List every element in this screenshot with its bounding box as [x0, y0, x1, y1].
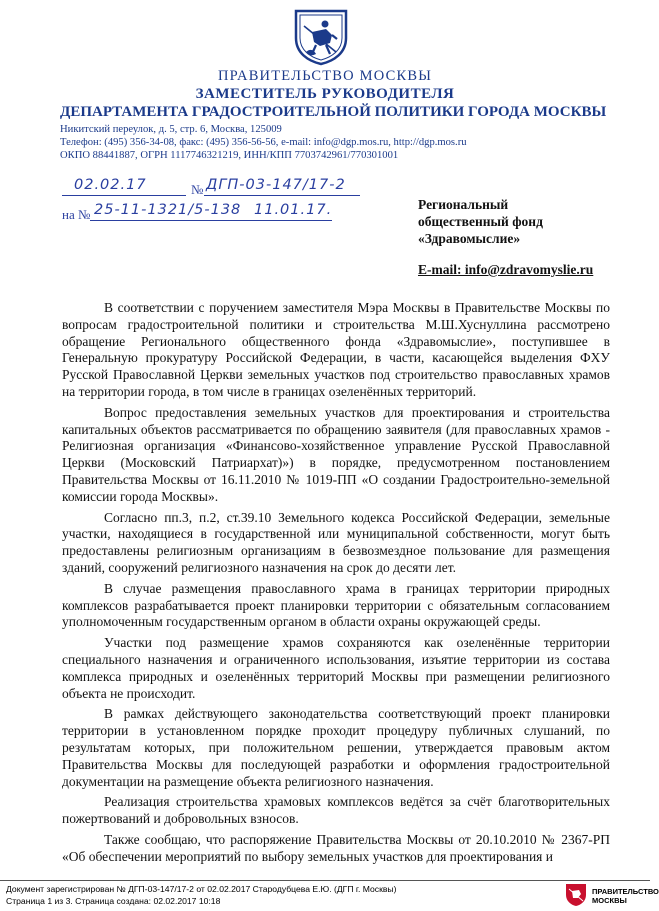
- paragraph: Вопрос предоставления земельных участков для проектирования и строительства капитальных объектов рассматривается по обращению заявителя (для православных храмов - Религиозная организация «Финансово-хозяйственное управление Русской Православной Церкви (Московский Патриархат)») в порядке, предусмотренном постановлением Правительства Москвы от 16.11.2010 № 1019-ПП «О создании Градостроительно-земельной комиссии города Москвы».: [62, 404, 610, 504]
- recipient-line-3: «Здравомыслие»: [418, 231, 521, 246]
- number-label: №: [191, 182, 204, 197]
- ref-label: на №: [62, 207, 91, 222]
- position-title: ЗАМЕСТИТЕЛЬ РУКОВОДИТЕЛЯ: [195, 86, 455, 102]
- phones: Телефон: (495) 356-34-08, факс: (495) 356-56-56, e-mail: info@dgp.mos.ru, http://dgp.mos.ru: [60, 137, 467, 148]
- date-underline: [62, 195, 186, 196]
- org-name: ПРАВИТЕЛЬСТВО МОСКВЫ: [217, 68, 433, 84]
- page-info: Страница 1 из 3. Страница создана: 02.02.2017 10:18: [6, 896, 221, 906]
- paragraph: Реализация строительства храмовых комплексов ведётся за счёт благотворительных пожертвований и добровольных взносов.: [62, 794, 610, 827]
- government-logo-icon: [565, 883, 587, 907]
- paragraph: В соответствии с поручением заместителя Мэра Москвы в Правительстве Москвы по вопросам градостроительной политики и строительства М.Ш.Хуснуллина рассмотрено обращение Регионального общественного фонда «Здравомыслие», поступившее в Генеральную прокуратуру Российской Федерации, в части, касающейся выделения ФХУ Русской Православной Церкви земельных участков под строительство православных храмов на территории города, в том числе в границах озеленённых территорий.: [62, 300, 610, 399]
- moscow-coat-of-arms-icon: [292, 8, 350, 66]
- registration-number: ДГП-03-147/17-2: [206, 177, 346, 193]
- registration-date: 02.02.17: [74, 177, 147, 193]
- registry-codes: ОКПО 88441887, ОГРН 1117746321219, ИНН/КПП 7703742961/770301001: [60, 150, 399, 161]
- address: Никитский переулок, д. 5, стр. 6, Москва, 125009: [60, 124, 282, 135]
- recipient-line-2: общественный фонд: [418, 214, 543, 229]
- registration-note: Документ зарегистрирован № ДГП-03-147/17-2 от 02.02.2017 Стародубцева Е.Ю. (ДГП г. Москвы): [6, 884, 397, 894]
- letter-body: [62, 300, 610, 870]
- ref-underline: [90, 220, 332, 221]
- recipient-line-1: Региональный: [418, 197, 509, 212]
- paragraph: В случае размещения православного храма в границах территории природных комплексов разрабатывается проект планировки территории с обязательным согласованием уполномоченным государственным органом в области охраны окружающей среды.: [62, 580, 610, 630]
- government-logo-text: ПРАВИТЕЛЬСТВО МОСКВЫ: [592, 887, 659, 905]
- document-footer: [0, 880, 659, 911]
- department-title: ДЕПАРТАМЕНТА ГРАДОСТРОИТЕЛЬНОЙ ПОЛИТИКИ ГОРОДА МОСКВЫ: [60, 104, 607, 120]
- paragraph: В рамках действующего законодательства соответствующий проект планировки территории в установленном порядке проходит процедуру публичных слушаний, по результатам которых, при положительном решении, утверждается правовым актом Правительства Москвы для последующей разработки и оформления градостроительной документации на размещение объекта религиозного назначения.: [62, 706, 610, 789]
- recipient-email[interactable]: E-mail: info@zdravomyslie.ru: [418, 262, 594, 277]
- ref-number: 25-11-1321/5-138: [94, 202, 242, 218]
- ref-date: 11.01.17.: [254, 202, 333, 218]
- paragraph: Также сообщаю, что распоряжение Правительства Москвы от 20.10.2010 № 2367-РП «Об обеспечении мероприятий по выбору земельных участков для проектирования и: [62, 831, 610, 864]
- paragraph: Участки под размещение храмов сохраняются как озеленённые территории специального назначения и ограниченного использования, изъятие территории из состава комплекса природных и озеленённых территорий Москвы при размещении религиозного объекта не происходит.: [62, 635, 610, 701]
- number-underline: [204, 195, 360, 196]
- paragraph: Согласно пп.3, п.2, ст.39.10 Земельного кодекса Российской Федерации, земельные участки, находящиеся в государственной или муниципальной собственности, могут быть предоставлены религиозным организациям в безвозмездное пользование для размещения зданий, сооружений религиозного назначения на срок до десяти лет.: [62, 509, 610, 575]
